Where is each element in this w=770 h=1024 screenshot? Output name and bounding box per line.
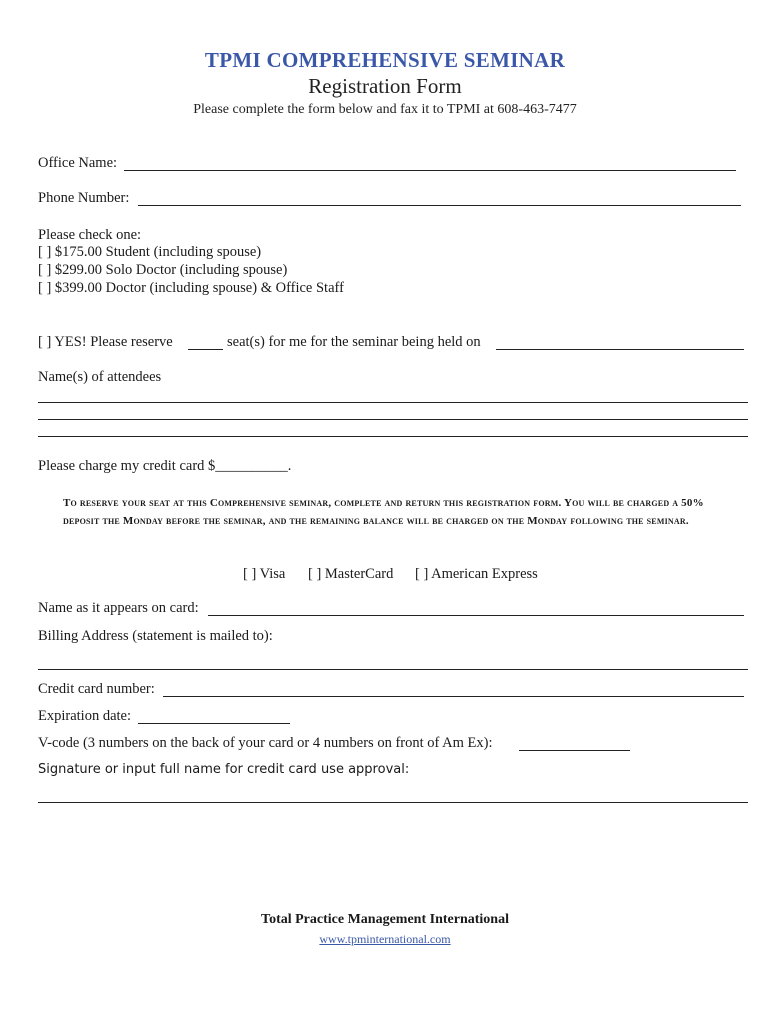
fax-instructions: Please complete the form below and fax it to TPMI at 608-463-7477 — [193, 102, 577, 117]
expiration-label: Expiration date: — [38, 708, 132, 724]
reserve-checkbox-label[interactable]: [ ] YES! Please reserve — [38, 334, 173, 350]
option-doctor-staff[interactable]: [ ] $399.00 Doctor (including spouse) & Office Staff — [38, 280, 344, 296]
card-visa-option[interactable]: [ ] Visa — [243, 566, 286, 582]
attendees-label: Name(s) of attendees — [38, 369, 162, 385]
attendee-line[interactable] — [38, 419, 748, 420]
billing-address-field[interactable] — [38, 669, 748, 670]
option-solo-doctor[interactable]: [ ] $299.00 Solo Doctor (including spouse) — [38, 262, 288, 278]
phone-number-field[interactable] — [138, 205, 741, 206]
card-number-label: Credit card number: — [38, 681, 155, 697]
expiration-field[interactable] — [138, 723, 290, 724]
vcode-field[interactable] — [519, 750, 630, 751]
office-name-field[interactable] — [124, 170, 736, 171]
form-subtitle: Registration Form — [308, 74, 462, 98]
reserve-suffix: seat(s) for me for the seminar being held on — [227, 334, 481, 350]
name-on-card-field[interactable] — [208, 615, 744, 616]
card-mastercard-option[interactable]: [ ] MasterCard — [308, 566, 394, 582]
card-number-field[interactable] — [163, 696, 744, 697]
footer-company: Total Practice Management International — [261, 912, 509, 927]
signature-label: Signature or input full name for credit card use approval: — [38, 762, 410, 777]
option-student[interactable]: [ ] $175.00 Student (including spouse) — [38, 244, 262, 260]
vcode-label: V-code (3 numbers on the back of your card or 4 numbers on front of Am Ex): — [38, 735, 493, 751]
name-on-card-label: Name as it appears on card: — [38, 600, 199, 616]
charge-amount-label[interactable]: Please charge my credit card $__________. — [38, 458, 292, 474]
billing-address-label: Billing Address (statement is mailed to): — [38, 628, 273, 644]
card-amex-option[interactable]: [ ] American Express — [415, 566, 538, 582]
reservation-notice: To reserve your seat at this Comprehensive seminar, complete and return this registration form. You will be charged a 50% deposit the Monday before the seminar, and the remaining balance will be charged on the Monday following the seminar. — [63, 497, 704, 527]
footer-url-link[interactable]: www.tpminternational.com — [319, 932, 451, 946]
form-title: TPMI COMPREHENSIVE SEMINAR — [204, 48, 566, 72]
signature-field[interactable] — [38, 802, 748, 803]
check-one-prompt: Please check one: — [38, 227, 142, 243]
seat-count-field[interactable] — [188, 349, 223, 350]
attendee-line[interactable] — [38, 402, 748, 403]
seminar-date-field[interactable] — [496, 349, 744, 350]
office-name-label: Office Name: — [38, 155, 118, 171]
phone-number-label: Phone Number: — [38, 190, 130, 206]
attendee-line[interactable] — [38, 436, 748, 437]
